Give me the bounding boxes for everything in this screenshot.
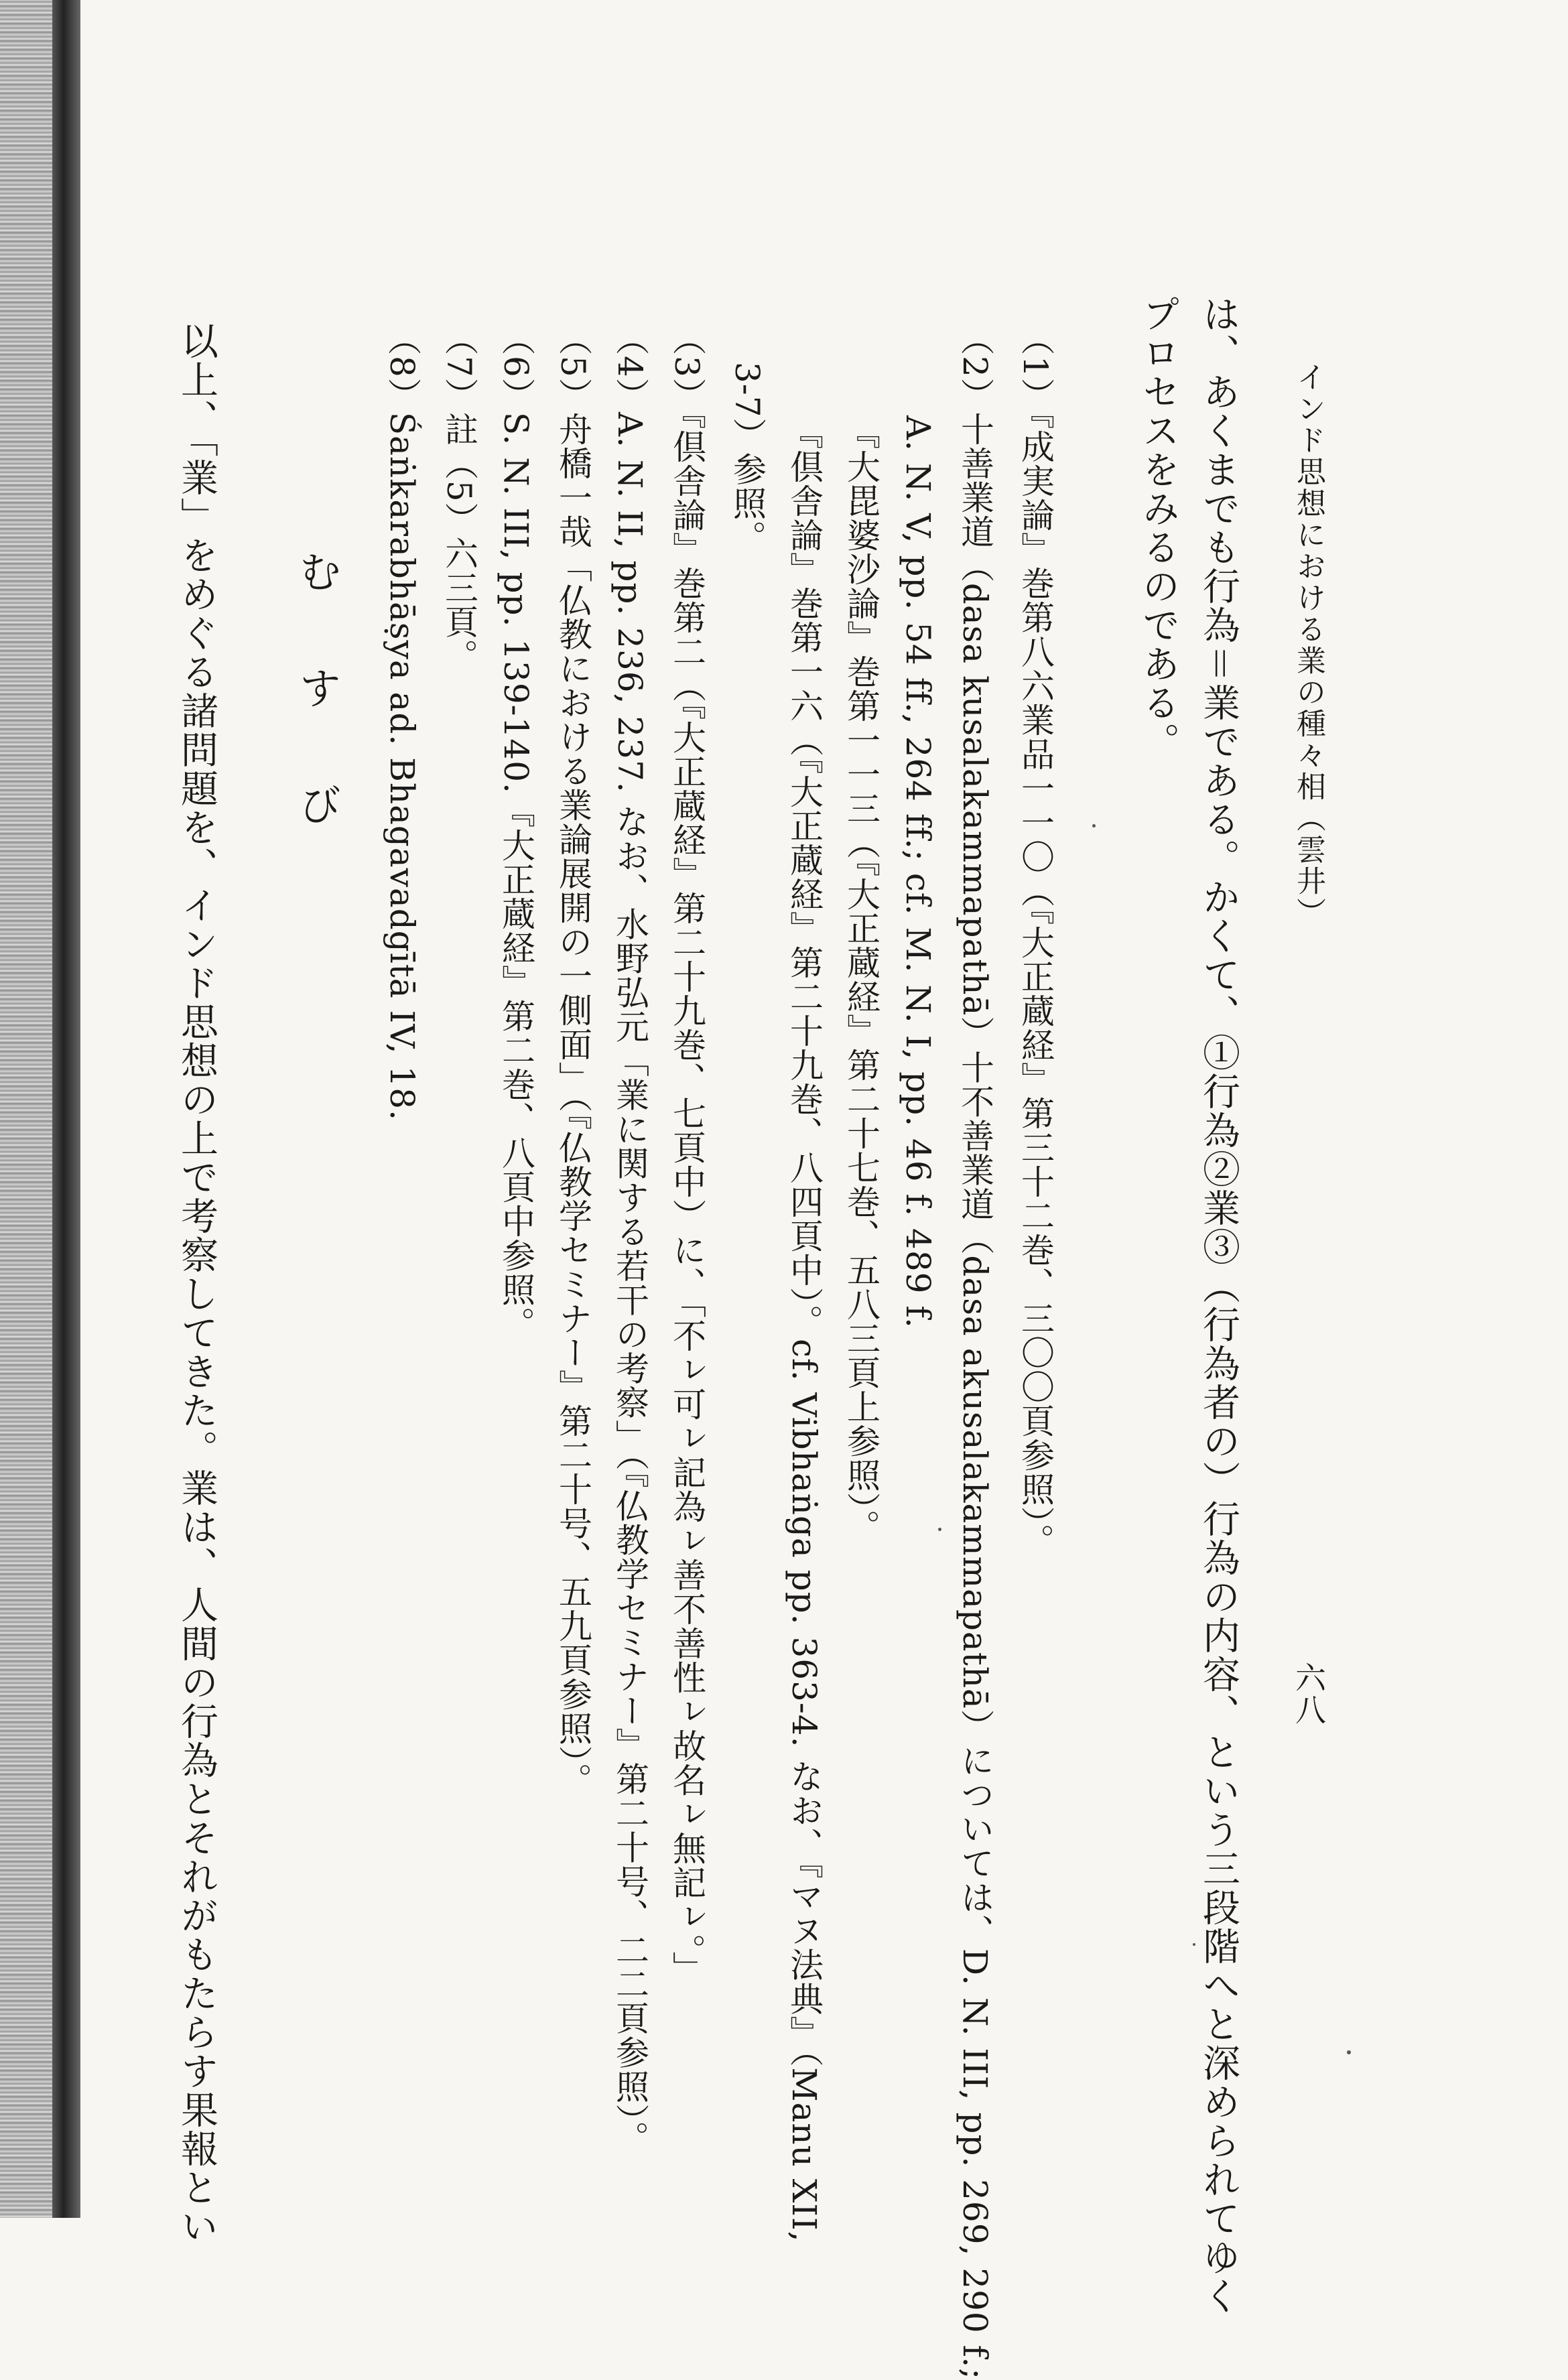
note-text: 『倶舎論』巻第二（『大正蔵経』第二十九巻、七頁中）に、「不ㇾ可ㇾ記為ㇾ善不善性ㇾ故名ㇾ無記ㇾ。」 [667, 411, 706, 1985]
note-1 [1016, 322, 1055, 1558]
note-text: 十善業道（dasa kusalakammapathā）十不善業道（dasa akusalakammapathā）については、D. N. III, pp. 269, 290 f.; [956, 411, 994, 2380]
note-text: S. N. III, pp. 139-140.『大正蔵経』第二巻、八頁中参照。 [497, 411, 535, 1341]
scan-shadow-edge [0, 0, 80, 2218]
body-line-1: は、あくまでも行為＝業である。かくて、①行為②業③（行為者の）行為の内容、という三段階へと深められてゆく [1197, 295, 1240, 2316]
section-first-line: 以上、「業」をめぐる諸問題を、インド思想の上で考察してきた。業は、人間の行為とそれがもたらす果報とい [175, 322, 218, 2246]
note-number: （5） [553, 322, 592, 412]
scan-speck [938, 1528, 941, 1531]
note-6 [499, 322, 533, 1341]
running-title: インド思想における業の種々相（雲井） [1291, 362, 1325, 929]
scan-speck [1193, 1943, 1195, 1946]
note-4 [610, 322, 649, 2156]
note-number: （7） [440, 322, 478, 412]
note-text: 註（5）六三頁。 [440, 411, 478, 673]
scan-speck [1347, 2050, 1351, 2054]
note-8 [385, 322, 419, 1121]
note-text: 『成実論』巻第八六業品一一〇（『大正蔵経』第三十二巻、三〇〇頁参照）。 [1016, 411, 1055, 1558]
note-2-cont-3: 『倶舎論』巻第一六（『大正蔵経』第二十九巻、八四頁中）。cf. Vibhaṅga pp. 363-4. なお、『マヌ法典』（Manu XII, [785, 415, 824, 2243]
note-number: （6） [497, 322, 535, 412]
book-page [94, 0, 1568, 2380]
note-5 [553, 322, 592, 1797]
note-text: 舟橋一哉「仏教における業論展開の一側面」（『仏教学セミナー』第二十号、五九頁参照）。 [553, 411, 592, 1797]
note-2-cont-1: A. N. V, pp. 54 ff., 264 ff.; cf. M. N. I, pp. 46 f. 489 f. [899, 415, 937, 1329]
body-line-2: プロセスをみるのである。 [1136, 295, 1180, 761]
note-7 [442, 322, 476, 673]
note-number: （4） [610, 322, 649, 412]
note-number: （2） [956, 322, 994, 412]
note-2-cont-2: 『大毘婆沙論』巻第一一三（『大正蔵経』第二十七巻、五八三頁上参照）。 [842, 415, 880, 1544]
scan-speck [1092, 824, 1096, 828]
note-number: （8） [383, 322, 421, 412]
note-2 [958, 322, 992, 2380]
note-number: （3） [667, 322, 706, 412]
section-heading: むすび [291, 549, 341, 899]
note-3 [667, 322, 706, 1985]
note-2-cont-4: 3-7）参照。 [728, 362, 767, 555]
note-text: Śaṅkarabhāṣya ad. Bhagavadgītā IV, 18. [383, 411, 421, 1121]
note-number: （1） [1016, 322, 1055, 412]
page-number: 六八 [1291, 1662, 1327, 1726]
note-text: A. N. II, pp. 236, 237. なお、水野弘元「業に関する若干の考察」（『仏教学セミナー』第二十号、二二頁参照）。 [610, 411, 649, 2156]
